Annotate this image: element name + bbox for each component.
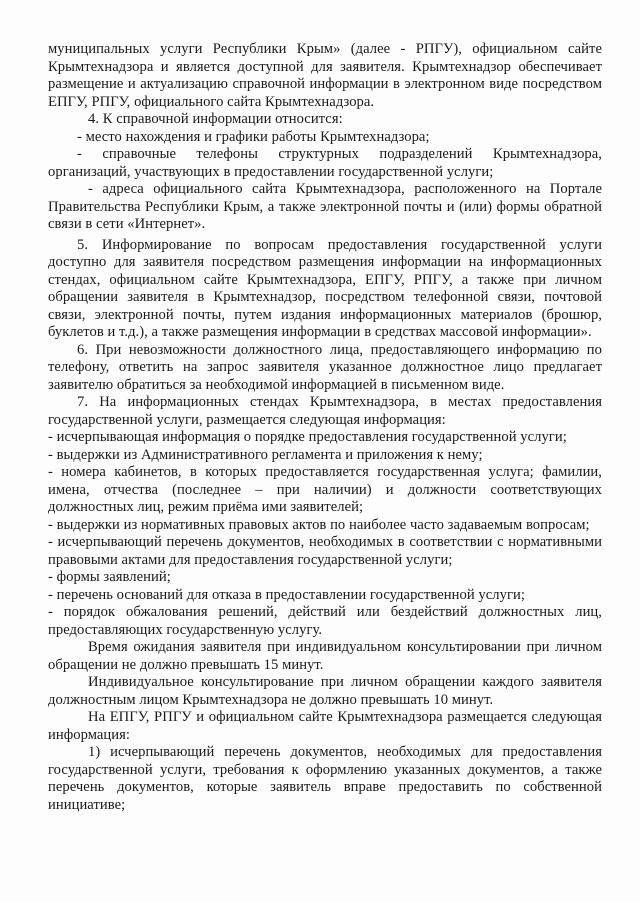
list-item: - исчерпывающий перечень документов, необходимых в соответствии с нормативными правовыми актами для предоставления государственной услуги;: [48, 534, 602, 568]
list-item: - адреса официального сайта Крымтехнадзора, расположенного на Портале Правительства Республики Крым, а также электронной почты и (или) формы обратной связи в сети «Интернет».: [48, 181, 602, 232]
list-item: - справочные телефоны структурных подразделений Крымтехнадзора, организаций, участвующих в предоставлении государственной услуги;: [48, 146, 602, 180]
document-body: [48, 41, 602, 814]
paragraph-waiting-time: Время ожидания заявителя при индивидуальном консультировании при личном обращении не должно превышать 15 минут.: [48, 639, 602, 673]
paragraph-intro: муниципальных услуги Республики Крым» (далее - РПГУ), официальном сайте Крымтехнадзора и является доступной для заявителя. Крымтехнадзор обеспечивает размещение и актуализацию справочной информации в электронном виде посредством ЕПГУ, РПГУ, официального сайта Крымтехнадзора.: [48, 41, 602, 110]
paragraph-consultation-time: Индивидуальное консультирование при личном обращении каждого заявителя должностным лицом Крымтехнадзора не должно превышать 10 минут.: [48, 674, 602, 708]
list-item: - перечень оснований для отказа в предоставлении государственной услуги;: [48, 586, 525, 603]
paragraph-5: 5. Информирование по вопросам предоставления государственной услуги доступно для заявителя посредством размещения информации на информационных стендах, официальном сайте Крымтехнадзора, ЕПГУ, РПГУ, а также при личном обращении заявителя в Крымтехнадзор, посредством телефонной связи, почтовой связи, электронной почты, путем издания информационных материалов (брошюр, буклетов и т.д.), а также размещения информации в средствах массовой информации».: [48, 236, 602, 340]
paragraph-7: 7. На информационных стендах Крымтехнадзора, в местах предоставления государственной услуги, размещается следующая информация:: [48, 394, 602, 428]
list-item: 1) исчерпывающий перечень документов, необходимых для предоставления государственной услуги, требования к оформлению указанных документов, а также перечень документов, которые заявитель вправе предоставить по собственной инициативе;: [48, 744, 602, 813]
list-item: - порядок обжалования решений, действий или бездействий должностных лиц, предоставляющих государственную услугу.: [48, 604, 602, 638]
paragraph-4-heading: 4. К справочной информации относится:: [88, 111, 343, 127]
paragraph-6: 6. При невозможности должностного лица, предоставляющего информацию по телефону, ответить на запрос заявителя указанное должностное лицо предлагает заявителю обратиться за необходимой информацией в письменном виде.: [48, 341, 602, 393]
list-item: - место нахождения и графики работы Крымтехнадзора;: [77, 128, 430, 145]
paragraph-online-info: На ЕПГУ, РПГУ и официальном сайте Крымтехнадзора размещается следующая информация:: [48, 709, 602, 743]
list-item: - формы заявлений;: [48, 569, 171, 585]
list-item: - номера кабинетов, в которых предоставляется государственная услуга; фамилии, имена, отчества (последнее – при наличии) и должности соответствующих должностных лиц, режим приёма ими заявителей;: [48, 464, 602, 515]
list-item: - выдержки из нормативных правовых актов по наиболее часто задаваемым вопросам;: [48, 516, 590, 533]
list-item: - исчерпывающая информация о порядке предоставления государственной услуги;: [48, 429, 567, 445]
list-item: - выдержки из Административного регламента и приложения к нему;: [48, 446, 483, 463]
